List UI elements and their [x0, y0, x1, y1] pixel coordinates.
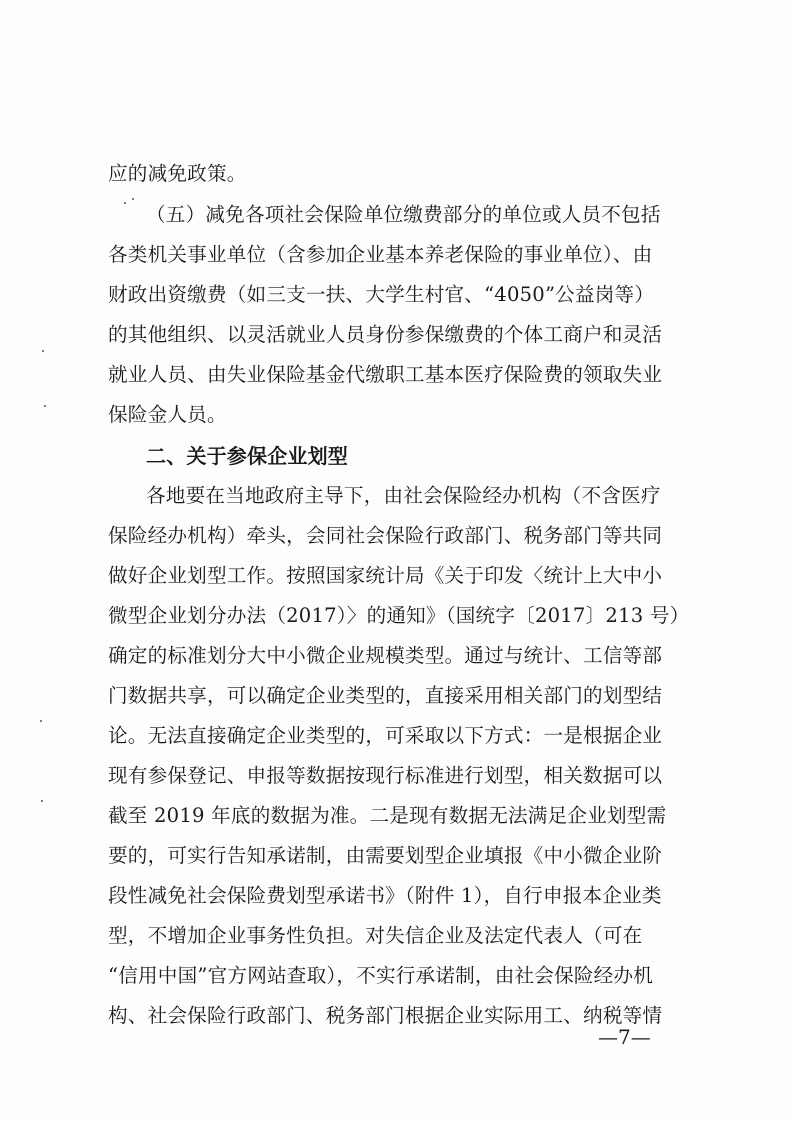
- text-line: 论。无法直接确定企业类型的，可采取以下方式：一是根据企业: [108, 724, 663, 747]
- text-line: 截至 2019 年底的数据为准。二是现有数据无法满足企业划型需: [108, 804, 667, 827]
- text-line: 各类机关事业单位（含参加企业基本养老保险的事业单位）、由: [108, 243, 653, 266]
- text-line: “信用中国”官方网站查取），不实行承诺制，由社会保险经办机: [108, 964, 654, 987]
- scan-speck: [41, 800, 43, 802]
- text-line: 微型企业划分办法（2017）〉的通知》（国统字〔2017〕213 号）: [108, 604, 690, 627]
- text-line: 就业人员、由失业保险基金代缴职工基本医疗保险费的领取失业: [108, 363, 663, 386]
- text-line: 构、社会保险行政部门、税务部门根据企业实际用工、纳税等情: [108, 1004, 663, 1027]
- text-line: 段性减免社会保险费划型承诺书》（附件 1），自行申报本企业类: [108, 884, 662, 907]
- scan-speck: [40, 720, 42, 722]
- scan-speck: [124, 202, 126, 204]
- text-line: 型，不增加企业事务性负担。对失信企业及法定代表人（可在: [108, 924, 643, 947]
- text-line: 应的减免政策。: [108, 162, 247, 185]
- text-line: 门数据共享，可以确定企业类型的，直接采用相关部门的划型结: [108, 684, 663, 707]
- text-line: 各地要在当地政府主导下，由社会保险经办机构（不含医疗: [146, 484, 661, 507]
- text-line: 确定的标准划分大中小微企业规模类型。通过与统计、工信等部: [108, 644, 663, 667]
- text-line: （五）减免各项社会保险单位缴费部分的单位或人员不包括: [146, 203, 661, 226]
- text-line: 保险金人员。: [108, 403, 227, 426]
- page-number: —7—: [598, 1025, 651, 1049]
- section-heading: 二、关于参保企业划型: [146, 444, 348, 468]
- scan-speck: [44, 405, 46, 407]
- text-line: 做好企业划型工作。按照国家统计局《关于印发〈统计上大中小: [108, 564, 663, 587]
- text-line: 财政出资缴费（如三支一扶、大学生村官、“4050”公益岗等）: [108, 283, 655, 306]
- text-line: 现有参保登记、申报等数据按现行标准进行划型，相关数据可以: [108, 764, 663, 787]
- scan-speck: [132, 198, 134, 200]
- text-line: 要的，可实行告知承诺制，由需要划型企业填报《中小微企业阶: [108, 844, 663, 867]
- text-line: 保险经办机构）牵头，会同社会保险行政部门、税务部门等共同: [108, 524, 663, 547]
- text-line: 的其他组织、以灵活就业人员身份参保缴费的个体工商户和灵活: [108, 323, 663, 346]
- scan-speck: [42, 350, 44, 352]
